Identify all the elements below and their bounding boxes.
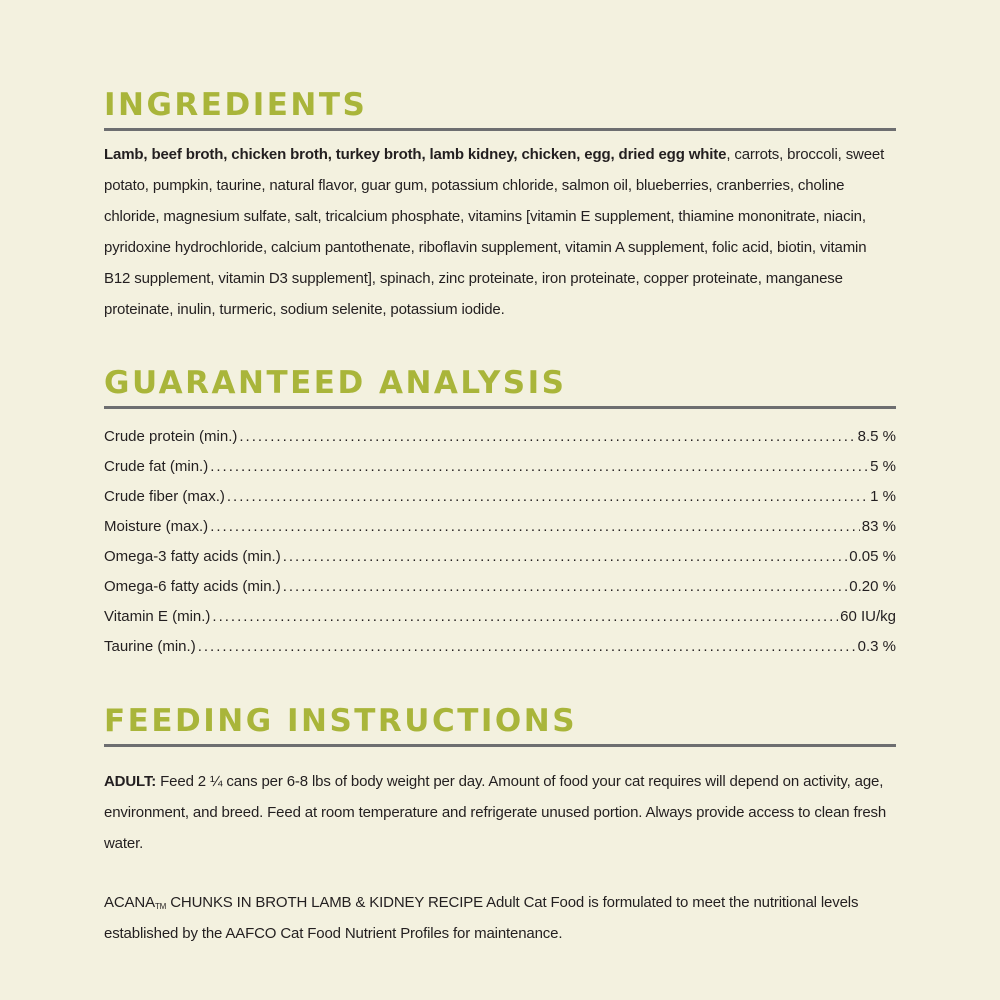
aafco-statement	[104, 887, 896, 949]
analysis-nutrient-value: 1 %	[870, 488, 896, 505]
dot-leader	[239, 422, 855, 452]
analysis-nutrient-name: Taurine (min.)	[104, 638, 196, 655]
dot-leader	[227, 482, 868, 512]
feeding-heading: FEEDING INSTRUCTIONS	[104, 703, 578, 739]
feeding-text	[104, 766, 896, 859]
analysis-row	[104, 542, 896, 572]
analysis-row	[104, 512, 896, 542]
analysis-nutrient-value: 0.20 %	[849, 578, 896, 595]
analysis-nutrient-name: Moisture (max.)	[104, 518, 209, 535]
analysis-table	[104, 422, 896, 662]
analysis-nutrient-name: Vitamin E (min.)	[104, 608, 211, 625]
dot-leader	[198, 632, 856, 662]
analysis-heading: GUARANTEED ANALYSIS	[104, 365, 567, 401]
feeding-section	[104, 702, 896, 949]
dot-leader	[210, 512, 860, 542]
analysis-nutrient-name: Omega-6 fatty acids (min.)	[104, 578, 281, 595]
analysis-nutrient-value: 5 %	[870, 458, 896, 475]
analysis-row	[104, 572, 896, 602]
analysis-nutrient-value: 83 %	[861, 518, 896, 535]
analysis-nutrient-value: 0.05 %	[849, 548, 896, 565]
analysis-section	[104, 364, 896, 662]
analysis-divider	[104, 406, 896, 409]
ingredients-bold-text: Lamb, beef broth, chicken broth, turkey broth, lamb kidney, chicken, egg, dried egg white	[104, 146, 727, 163]
dot-leader	[283, 572, 848, 602]
analysis-row	[104, 422, 896, 452]
ingredients-heading: INGREDIENTS	[104, 87, 368, 123]
analysis-nutrient-name: Crude protein (min.)	[104, 428, 238, 445]
ingredients-divider	[104, 128, 896, 131]
analysis-nutrient-value: 0.3 %	[857, 638, 896, 655]
dot-leader	[212, 602, 838, 632]
ingredients-section	[104, 86, 896, 325]
dot-leader	[283, 542, 848, 572]
ingredients-rest-text: , carrots, broccoli, sweet potato, pumpkin, taurine, natural flavor, guar gum, potassium chloride, salmon oil, blueberries, cranberries, choline chloride, magnesium sulfate, salt, tricalcium phosphate, vitamins [vitamin E supplement, thiamine mononitrate, niacin, pyridoxine hydrochloride, calcium pantothenate, riboflavin supplement, vitamin A supplement, folic acid, biotin, vitamin B12 supplement, vitamin D3 supplement], spinach, zinc proteinate, iron proteinate, copper proteinate, manganese proteinate, inulin, turmeric, sodium selenite, potassium iodide.	[104, 146, 885, 318]
feeding-adult-text: Feed 2 ¼ cans per 6-8 lbs of body weight per day. Amount of food your cat requires will depend on activity, age, environment, and breed. Feed at room temperature and refrigerate unused portion. Always provide access to clean fresh water.	[104, 773, 887, 852]
analysis-row	[104, 452, 896, 482]
analysis-nutrient-value: 8.5 %	[857, 428, 896, 445]
analysis-row	[104, 602, 896, 632]
analysis-row	[104, 482, 896, 512]
analysis-nutrient-name: Omega-3 fatty acids (min.)	[104, 548, 281, 565]
analysis-row	[104, 632, 896, 662]
feeding-divider	[104, 744, 896, 747]
analysis-nutrient-name: Crude fiber (max.)	[104, 488, 225, 505]
analysis-nutrient-value: 60 IU/kg	[840, 608, 896, 625]
dot-leader	[210, 452, 868, 482]
ingredients-text	[104, 139, 896, 325]
trademark-mark: TM	[154, 902, 167, 911]
aafco-brand: ACANA	[104, 894, 155, 911]
aafco-text: CHUNKS IN BROTH LAMB & KIDNEY RECIPE Adult Cat Food is formulated to meet the nutritional levels established by the AAFCO Cat Food Nutrient Profiles for maintenance.	[104, 894, 859, 942]
analysis-nutrient-name: Crude fat (min.)	[104, 458, 209, 475]
feeding-adult-label: ADULT:	[104, 773, 157, 790]
